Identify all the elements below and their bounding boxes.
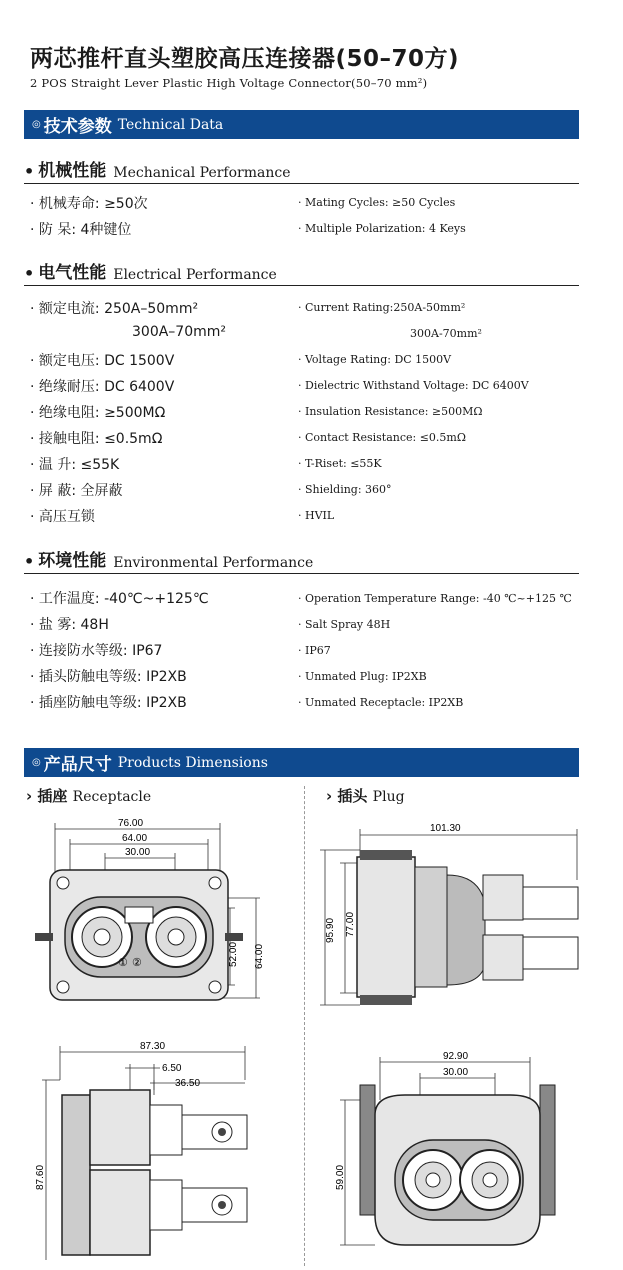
spec-row-en: 300A-70mm² (410, 327, 482, 340)
plug-side-drawing (315, 815, 595, 1035)
spec-row-cn: · 防 呆: 4种键位 (30, 222, 132, 238)
electrical-section-header: • 电气性能 Electrical Performance (24, 262, 579, 286)
svg-text:95.90: 95.90 (325, 917, 336, 943)
receptacle-front-drawing (30, 815, 290, 1035)
spec-row-en: · Current Rating:250A-50mm² (298, 301, 466, 314)
svg-text:77.00: 77.00 (345, 911, 356, 937)
spec-row-cn: · 连接防水等级: IP67 (30, 643, 163, 659)
spec-row-cn: · 高压互锁 (30, 509, 95, 525)
spec-row-en: · Mating Cycles: ≥50 Cycles (298, 196, 456, 209)
environmental-title-cn: 环境性能 (38, 551, 107, 571)
svg-text:52.00: 52.00 (228, 941, 239, 967)
technical-title-cn: 技术参数 (43, 117, 112, 137)
svg-text:②: ② (132, 957, 142, 969)
mechanical-title-cn: 机械性能 (38, 161, 107, 181)
spec-row-cn: · 额定电压: DC 1500V (30, 353, 175, 369)
page-subtitle: 2 POS Straight Lever Plastic High Voltage Connector(50–70 mm²) (30, 76, 428, 90)
spec-row-en: · Multiple Polarization: 4 Keys (298, 222, 466, 235)
spec-row-en: · Operation Temperature Range: -40 ℃~+125 ℃ (298, 592, 572, 605)
spec-row-cn: · 工作温度: -40℃~+125℃ (30, 591, 209, 607)
spec-row-en: · Voltage Rating: DC 1500V (298, 353, 452, 366)
svg-text:87.60: 87.60 (35, 1164, 46, 1190)
spec-row-cn: · 插头防触电等级: IP2XB (30, 669, 187, 685)
svg-text:30.00: 30.00 (443, 1067, 469, 1078)
spec-row-en: · Insulation Resistance: ≥500MΩ (298, 405, 483, 418)
plug-heading: › 插头 Plug (326, 787, 405, 805)
plug-front-drawing (315, 1045, 595, 1265)
environmental-title-en: Environmental Performance (113, 555, 314, 571)
spec-row-cn: 300A–70mm² (132, 324, 227, 340)
spec-row-en: · HVIL (298, 509, 335, 522)
svg-text:87.30: 87.30 (140, 1041, 166, 1052)
svg-text:36.50: 36.50 (175, 1078, 201, 1089)
spec-row-en: · Shielding: 360° (298, 483, 392, 496)
spec-row-en: · IP67 (298, 644, 331, 657)
spec-row-en: · Unmated Plug: IP2XB (298, 670, 427, 683)
mechanical-title-en: Mechanical Performance (113, 165, 291, 181)
page-title: 两芯推杆直头塑胶高压连接器(50–70方) (30, 46, 460, 72)
spec-row-cn: · 额定电流: 250A–50mm² (30, 301, 199, 317)
svg-text:64.00: 64.00 (254, 943, 265, 969)
spec-row-cn: · 绝缘电阻: ≥500MΩ (30, 405, 166, 421)
spec-row-en: · T-Riset: ≤55K (298, 457, 382, 470)
svg-text:59.00: 59.00 (335, 1164, 346, 1190)
spec-row-en: · Unmated Receptacle: IP2XB (298, 696, 464, 709)
spec-row-cn: · 绝缘耐压: DC 6400V (30, 379, 175, 395)
svg-text:76.00: 76.00 (118, 818, 144, 829)
circle-marker-icon: ◎ (32, 119, 41, 130)
receptacle-side-drawing (30, 1040, 290, 1265)
electrical-title-en: Electrical Performance (113, 267, 277, 283)
column-divider (304, 786, 305, 1266)
chevron-right-icon: › (326, 787, 333, 805)
dimensions-header (24, 748, 579, 777)
spec-row-en: · Dielectric Withstand Voltage: DC 6400V (298, 379, 529, 392)
spec-row-cn: · 插座防触电等级: IP2XB (30, 695, 187, 711)
receptacle-heading: › 插座 Receptacle (26, 787, 152, 805)
spec-row-en: · Salt Spray 48H (298, 618, 391, 631)
dimensions-title-cn: 产品尺寸 (43, 755, 112, 775)
svg-text:30.00: 30.00 (125, 847, 151, 858)
spec-row-cn: · 盐 雾: 48H (30, 617, 109, 633)
svg-text:64.00: 64.00 (122, 833, 148, 844)
spec-row-cn: · 温 升: ≤55K (30, 457, 120, 473)
svg-text:6.50: 6.50 (162, 1063, 182, 1074)
mechanical-section-header: • 机械性能 Mechanical Performance (24, 160, 579, 184)
technical-data-header (24, 110, 579, 139)
svg-text:92.90: 92.90 (443, 1051, 469, 1062)
dimensions-title-en: Products Dimensions (117, 754, 268, 771)
chevron-right-icon: › (26, 787, 33, 805)
svg-text:①: ① (118, 957, 128, 969)
technical-title-en: Technical Data (117, 116, 224, 133)
electrical-title-cn: 电气性能 (38, 263, 107, 283)
spec-row-cn: · 屏 蔽: 全屏蔽 (30, 483, 123, 499)
svg-text:101.30: 101.30 (430, 823, 461, 834)
spec-row-cn: · 接触电阻: ≤0.5mΩ (30, 431, 163, 447)
spec-row-cn: · 机械寿命: ≥50次 (30, 196, 148, 212)
environmental-section-header: • 环境性能 Environmental Performance (24, 550, 579, 574)
circle-marker-icon: ◎ (32, 757, 41, 768)
spec-row-en: · Contact Resistance: ≤0.5mΩ (298, 431, 466, 444)
